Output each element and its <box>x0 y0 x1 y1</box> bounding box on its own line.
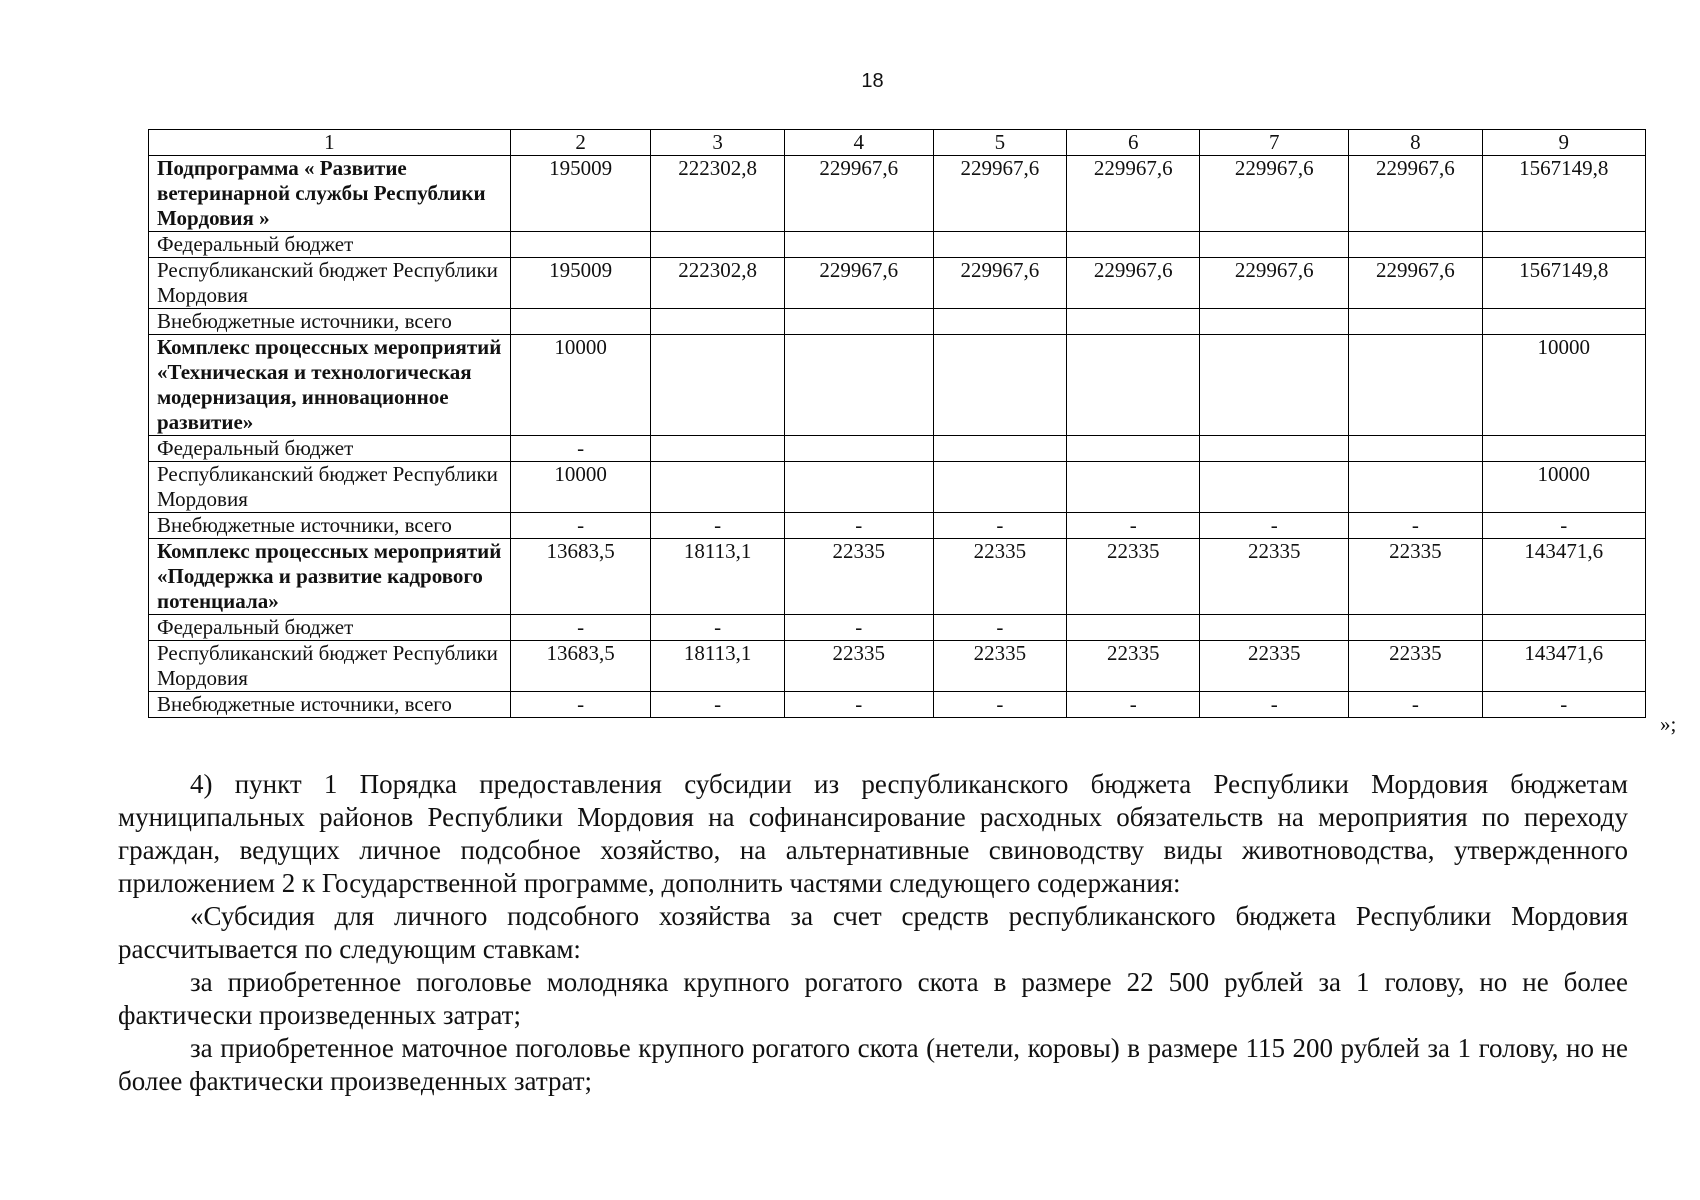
paragraph: 4) пункт 1 Порядка предоставления субсидии из республиканского бюджета Республики Мордовия бюджетам муниципальных районов Республики Мордовия на софинансирование расходных обязательств на мероприятия по переходу граждан, ведущих личное подсобное хозяйство, на альтернативные свиноводству виды животноводства, утвержденного приложением 2 к Государственной программе, дополнить частями следующего содержания: <box>118 769 1628 898</box>
paragraph: за приобретенное маточное поголовье крупного рогатого скота (нетели, коровы) в размере 115 200 рублей за 1 голову, но не более фактически произведенных затрат; <box>118 1033 1628 1096</box>
row-label: Республиканский бюджет Республики Мордовия <box>149 641 511 692</box>
table-row <box>149 335 1646 436</box>
table-cell-col-5: - <box>933 615 1066 641</box>
table-cell-col-5 <box>933 232 1066 258</box>
table-cell-col-9 <box>1482 309 1645 335</box>
table-cell-col-6 <box>1067 309 1200 335</box>
table-cell-col-3 <box>651 436 784 462</box>
table-cell-col-8 <box>1349 335 1482 436</box>
table-cell-col-5: - <box>933 692 1066 718</box>
table-cell-col-2: - <box>510 615 651 641</box>
table-cell-col-5: 22335 <box>933 641 1066 692</box>
table-cell-col-5: 229967,6 <box>933 258 1066 309</box>
table-cell-col-6: 229967,6 <box>1067 258 1200 309</box>
table-cell-col-4 <box>784 436 933 462</box>
table-cell-col-9: - <box>1482 513 1645 539</box>
table-cell-col-5 <box>933 309 1066 335</box>
paragraph: за приобретенное поголовье молодняка крупного рогатого скота в размере 22 500 рублей за 1 голову, но не более фактически произведенных затрат; <box>118 967 1628 1030</box>
table-cell-col-6 <box>1067 335 1200 436</box>
table-row <box>149 513 1646 539</box>
table-cell-col-4: 229967,6 <box>784 258 933 309</box>
row-label: Федеральный бюджет <box>149 232 511 258</box>
column-header-2: 2 <box>510 130 651 156</box>
table-cell-col-3: 18113,1 <box>651 641 784 692</box>
table-cell-col-9: 143471,6 <box>1482 539 1645 615</box>
table-row <box>149 156 1646 232</box>
table-cell-col-3: 222302,8 <box>651 156 784 232</box>
table-cell-col-4 <box>784 462 933 513</box>
table-cell-col-3 <box>651 335 784 436</box>
row-label: Комплекс процессных мероприятий «Поддержка и развитие кадрового потенциала» <box>149 539 511 615</box>
table-cell-col-7 <box>1200 462 1349 513</box>
table-cell-col-9: 10000 <box>1482 462 1645 513</box>
table-cell-col-7 <box>1200 232 1349 258</box>
table-row <box>149 641 1646 692</box>
table-cell-col-5: - <box>933 513 1066 539</box>
row-label: Республиканский бюджет Республики Мордовия <box>149 258 511 309</box>
row-label: Внебюджетные источники, всего <box>149 692 511 718</box>
table-cell-col-9: 10000 <box>1482 335 1645 436</box>
table-cell-col-8 <box>1349 232 1482 258</box>
table-cell-col-7 <box>1200 436 1349 462</box>
budget-table-wrapper <box>148 129 1646 718</box>
table-cell-col-2: - <box>510 692 651 718</box>
table-cell-col-4 <box>784 232 933 258</box>
table-cell-col-3: - <box>651 692 784 718</box>
page-number: 18 <box>861 70 884 92</box>
table-cell-col-3 <box>651 309 784 335</box>
table-row <box>149 539 1646 615</box>
table-cell-col-3: 222302,8 <box>651 258 784 309</box>
column-header-1: 1 <box>149 130 511 156</box>
table-cell-col-5: 229967,6 <box>933 156 1066 232</box>
table-cell-col-7: - <box>1200 692 1349 718</box>
table-cell-col-2: 13683,5 <box>510 641 651 692</box>
table-cell-col-8: - <box>1349 692 1482 718</box>
table-cell-col-2: 10000 <box>510 462 651 513</box>
row-label: Внебюджетные источники, всего <box>149 513 511 539</box>
table-cell-col-2: - <box>510 513 651 539</box>
table-cell-col-2: - <box>510 436 651 462</box>
table-cell-col-4: - <box>784 692 933 718</box>
table-row <box>149 692 1646 718</box>
table-cell-col-8 <box>1349 615 1482 641</box>
table-cell-col-7 <box>1200 615 1349 641</box>
table-cell-col-9 <box>1482 436 1645 462</box>
table-cell-col-8: - <box>1349 513 1482 539</box>
table-cell-col-8: 22335 <box>1349 539 1482 615</box>
table-cell-col-4 <box>784 335 933 436</box>
table-cell-col-9 <box>1482 232 1645 258</box>
table-cell-col-6 <box>1067 615 1200 641</box>
table-row <box>149 615 1646 641</box>
amendment-text <box>118 768 1628 1098</box>
column-header-8: 8 <box>1349 130 1482 156</box>
table-row <box>149 258 1646 309</box>
table-cell-col-2: 10000 <box>510 335 651 436</box>
table-cell-col-8 <box>1349 436 1482 462</box>
table-cell-col-8: 229967,6 <box>1349 156 1482 232</box>
column-header-3: 3 <box>651 130 784 156</box>
table-cell-col-8: 22335 <box>1349 641 1482 692</box>
table-cell-col-6: 22335 <box>1067 641 1200 692</box>
table-cell-col-6: - <box>1067 513 1200 539</box>
table-cell-col-9: - <box>1482 692 1645 718</box>
table-header-row <box>149 130 1646 156</box>
table-row <box>149 436 1646 462</box>
row-label: Федеральный бюджет <box>149 615 511 641</box>
table-cell-col-7: 22335 <box>1200 539 1349 615</box>
table-cell-col-7: 22335 <box>1200 641 1349 692</box>
table-cell-col-8 <box>1349 462 1482 513</box>
table-cell-col-4: 229967,6 <box>784 156 933 232</box>
table-cell-col-4: - <box>784 513 933 539</box>
table-row <box>149 309 1646 335</box>
budget-table <box>148 129 1646 718</box>
table-cell-col-6: - <box>1067 692 1200 718</box>
table-cell-col-8 <box>1349 309 1482 335</box>
row-label: Внебюджетные источники, всего <box>149 309 511 335</box>
table-cell-col-9 <box>1482 615 1645 641</box>
table-cell-col-7: 229967,6 <box>1200 258 1349 309</box>
table-cell-col-3: - <box>651 615 784 641</box>
row-label: Республиканский бюджет Республики Мордовия <box>149 462 511 513</box>
table-cell-col-6 <box>1067 462 1200 513</box>
table-cell-col-8: 229967,6 <box>1349 258 1482 309</box>
column-header-9: 9 <box>1482 130 1645 156</box>
table-row <box>149 232 1646 258</box>
table-cell-col-2: 195009 <box>510 258 651 309</box>
table-cell-col-2: 13683,5 <box>510 539 651 615</box>
table-cell-col-2 <box>510 309 651 335</box>
budget-table-body <box>149 130 1646 718</box>
table-cell-col-3 <box>651 232 784 258</box>
table-cell-col-4: 22335 <box>784 539 933 615</box>
table-cell-col-3 <box>651 462 784 513</box>
table-cell-col-5: 22335 <box>933 539 1066 615</box>
table-cell-col-9: 1567149,8 <box>1482 258 1645 309</box>
table-cell-col-4: - <box>784 615 933 641</box>
table-cell-col-6 <box>1067 232 1200 258</box>
paragraph: «Субсидия для личного подсобного хозяйства за счет средств республиканского бюджета Республики Мордовия рассчитывается по следующим ставкам: <box>118 901 1628 964</box>
closing-quote-mark: »; <box>1660 712 1677 736</box>
table-cell-col-9: 1567149,8 <box>1482 156 1645 232</box>
table-cell-col-7 <box>1200 335 1349 436</box>
table-cell-col-2 <box>510 232 651 258</box>
table-cell-col-2: 195009 <box>510 156 651 232</box>
row-label: Федеральный бюджет <box>149 436 511 462</box>
table-cell-col-4 <box>784 309 933 335</box>
table-cell-col-6: 229967,6 <box>1067 156 1200 232</box>
table-cell-col-6 <box>1067 436 1200 462</box>
table-cell-col-5 <box>933 462 1066 513</box>
table-cell-col-7: 229967,6 <box>1200 156 1349 232</box>
row-label: Подпрограмма « Развитие ветеринарной службы Республики Мордовия » <box>149 156 511 232</box>
table-cell-col-6: 22335 <box>1067 539 1200 615</box>
table-cell-col-7 <box>1200 309 1349 335</box>
table-cell-col-9: 143471,6 <box>1482 641 1645 692</box>
table-cell-col-3: 18113,1 <box>651 539 784 615</box>
table-row <box>149 462 1646 513</box>
table-cell-col-7: - <box>1200 513 1349 539</box>
column-header-4: 4 <box>784 130 933 156</box>
column-header-5: 5 <box>933 130 1066 156</box>
column-header-6: 6 <box>1067 130 1200 156</box>
table-cell-col-4: 22335 <box>784 641 933 692</box>
table-cell-col-5 <box>933 436 1066 462</box>
row-label: Комплекс процессных мероприятий «Техническая и технологическая модернизация, инновационное развитие» <box>149 335 511 436</box>
column-header-7: 7 <box>1200 130 1349 156</box>
table-cell-col-5 <box>933 335 1066 436</box>
table-cell-col-3: - <box>651 513 784 539</box>
